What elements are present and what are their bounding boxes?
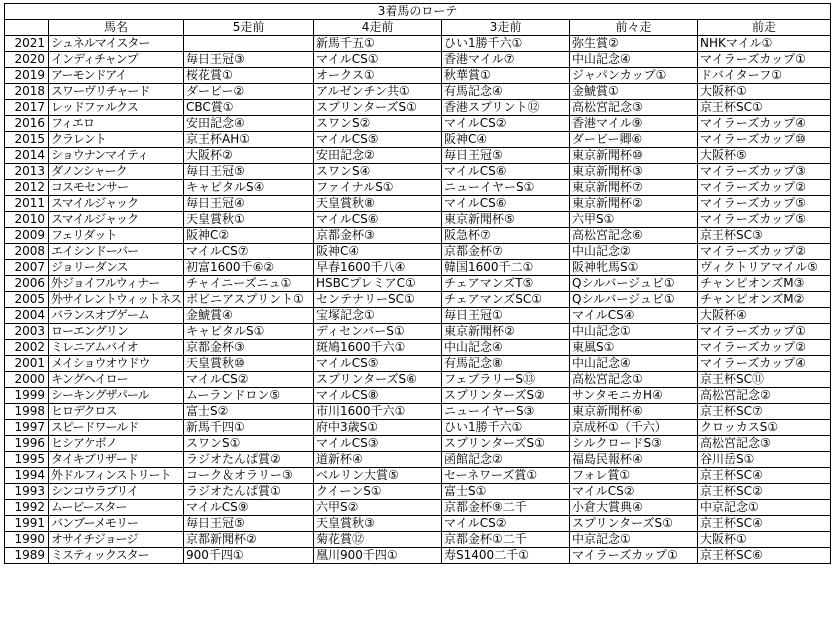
year-cell[interactable]: 2007 <box>5 260 49 276</box>
race-3rd-cell[interactable]: 韓国1600千二① <box>442 260 570 276</box>
race-5th-cell[interactable]: 毎日王冠③ <box>184 52 314 68</box>
race-5th-cell[interactable]: 新馬千四① <box>184 420 314 436</box>
race-2nd-cell[interactable]: 六甲S① <box>570 212 698 228</box>
table-row <box>5 84 831 100</box>
race-4th-cell[interactable]: マイルCS⑤ <box>314 132 442 148</box>
race-2nd-cell[interactable]: 中山記念④ <box>570 356 698 372</box>
header-row <box>5 20 831 36</box>
horse-name-cell[interactable]: シンコウラブリイ <box>49 484 184 500</box>
horse-name-cell[interactable]: スマイルジャック <box>49 212 184 228</box>
race-4th-cell[interactable]: 天皇賞秋③ <box>314 516 442 532</box>
race-5th-cell[interactable]: 安田記念④ <box>184 116 314 132</box>
race-3rd-cell[interactable]: 京都金杯⑨二千 <box>442 500 570 516</box>
year-cell[interactable]: 2009 <box>5 228 49 244</box>
table-row <box>5 500 831 516</box>
year-cell[interactable]: 2013 <box>5 164 49 180</box>
year-cell[interactable]: 2001 <box>5 356 49 372</box>
race-last-cell[interactable]: 京王杯SC① <box>698 100 831 116</box>
race-3rd-cell[interactable]: 有馬記念④ <box>442 84 570 100</box>
race-3rd-cell[interactable]: チェアマンズT⑤ <box>442 276 570 292</box>
table-row <box>5 548 831 564</box>
race-last-cell[interactable]: マイラーズカップ② <box>698 340 831 356</box>
race-last-cell[interactable]: 京王杯SC④ <box>698 516 831 532</box>
table-row <box>5 324 831 340</box>
race-5th-cell[interactable]: 富士S② <box>184 404 314 420</box>
race-last-cell[interactable]: NHKマイル① <box>698 36 831 52</box>
race-3rd-cell[interactable]: 毎日王冠① <box>442 308 570 324</box>
race-4th-cell[interactable]: ディセンバーS① <box>314 324 442 340</box>
race-last-cell[interactable]: 京王杯SC④ <box>698 468 831 484</box>
year-cell[interactable]: 2016 <box>5 116 49 132</box>
race-5th-cell[interactable]: マイルCS⑦ <box>184 244 314 260</box>
results-table <box>4 3 831 564</box>
race-last-cell[interactable]: 京王杯SC⑦ <box>698 404 831 420</box>
horse-name-cell[interactable]: フェリダット <box>49 228 184 244</box>
race-5th-cell[interactable]: 天皇賞秋① <box>184 212 314 228</box>
table-row <box>5 388 831 404</box>
race-last-cell[interactable]: マイラーズカップ⑩ <box>698 132 831 148</box>
year-cell[interactable]: 2018 <box>5 84 49 100</box>
horse-name-cell[interactable]: フィエロ <box>49 116 184 132</box>
table-row <box>5 212 831 228</box>
race-last-cell[interactable]: 中京記念① <box>698 500 831 516</box>
race-last-cell[interactable]: マイラーズカップ⑤ <box>698 212 831 228</box>
race-2nd-cell[interactable]: 福島民報杯④ <box>570 452 698 468</box>
race-3rd-cell[interactable]: 有馬記念⑧ <box>442 356 570 372</box>
race-last-cell[interactable]: マイラーズカップ④ <box>698 116 831 132</box>
race-5th-cell[interactable]: ダービー② <box>184 84 314 100</box>
year-cell[interactable]: 1994 <box>5 468 49 484</box>
table-row <box>5 484 831 500</box>
horse-name-cell[interactable]: シーキングザパール <box>49 388 184 404</box>
race-5th-cell[interactable]: 阪神C② <box>184 228 314 244</box>
year-cell[interactable]: 1997 <box>5 420 49 436</box>
horse-name-cell[interactable]: シュネルマイスター <box>49 36 184 52</box>
race-3rd-cell[interactable]: スプリンターズS① <box>442 436 570 452</box>
race-last-cell[interactable]: ヴィクトリアマイル⑤ <box>698 260 831 276</box>
race-last-cell[interactable]: 大阪杯① <box>698 532 831 548</box>
race-5th-cell[interactable]: キャピタルS④ <box>184 180 314 196</box>
race-last-cell[interactable]: 谷川岳S① <box>698 452 831 468</box>
race-3rd-cell[interactable]: チェアマンズSC① <box>442 292 570 308</box>
table-row <box>5 68 831 84</box>
race-3rd-cell[interactable]: マイルCS② <box>442 116 570 132</box>
race-4th-cell[interactable]: ファイナルS① <box>314 180 442 196</box>
race-2nd-cell[interactable]: Qシルバージュビ① <box>570 292 698 308</box>
header-2nd-prior: 前々走 <box>570 20 698 36</box>
year-cell[interactable]: 1990 <box>5 532 49 548</box>
race-2nd-cell[interactable]: 阪神牝馬S① <box>570 260 698 276</box>
table-row <box>5 180 831 196</box>
race-5th-cell[interactable]: スワンS① <box>184 436 314 452</box>
horse-name-cell[interactable]: コスモセンサー <box>49 180 184 196</box>
year-cell[interactable]: 2015 <box>5 132 49 148</box>
race-4th-cell[interactable]: HSBCプレミアC① <box>314 276 442 292</box>
race-5th-cell[interactable]: コーク＆オラリー③ <box>184 468 314 484</box>
race-3rd-cell[interactable]: マイルCS② <box>442 516 570 532</box>
table-row <box>5 100 831 116</box>
race-last-cell[interactable]: 高松宮記念② <box>698 388 831 404</box>
race-4th-cell[interactable]: スプリンターズS① <box>314 100 442 116</box>
table-row <box>5 420 831 436</box>
race-2nd-cell[interactable]: ダービー卿⑥ <box>570 132 698 148</box>
table-row <box>5 308 831 324</box>
horse-name-cell[interactable]: オサイチジョージ <box>49 532 184 548</box>
horse-name-cell[interactable]: スマイルジャック <box>49 196 184 212</box>
race-5th-cell[interactable]: 京都金杯③ <box>184 340 314 356</box>
race-4th-cell[interactable]: 凰川900千四① <box>314 548 442 564</box>
race-5th-cell[interactable]: 毎日王冠⑤ <box>184 164 314 180</box>
year-cell[interactable]: 2002 <box>5 340 49 356</box>
race-last-cell[interactable]: クロッカスS① <box>698 420 831 436</box>
race-5th-cell[interactable]: 毎日王冠⑤ <box>184 516 314 532</box>
horse-name-cell[interactable]: アーモンドアイ <box>49 68 184 84</box>
table-row <box>5 452 831 468</box>
year-cell[interactable]: 2019 <box>5 68 49 84</box>
race-2nd-cell[interactable]: 東京新聞杯⑦ <box>570 180 698 196</box>
race-last-cell[interactable]: 大阪杯⑤ <box>698 148 831 164</box>
race-2nd-cell[interactable]: 京成杯①（千六） <box>570 420 698 436</box>
race-4th-cell[interactable]: アルゼンチン共① <box>314 84 442 100</box>
race-last-cell[interactable]: マイラーズカップ④ <box>698 356 831 372</box>
race-2nd-cell[interactable]: スプリンターズS① <box>570 516 698 532</box>
race-3rd-cell[interactable]: 京都金杯①二千 <box>442 532 570 548</box>
year-cell[interactable]: 2004 <box>5 308 49 324</box>
race-3rd-cell[interactable]: 毎日王冠⑤ <box>442 148 570 164</box>
race-last-cell[interactable]: 京王杯SC② <box>698 484 831 500</box>
race-2nd-cell[interactable]: フォレ賞① <box>570 468 698 484</box>
year-cell[interactable]: 1995 <box>5 452 49 468</box>
race-4th-cell[interactable]: スワンS② <box>314 116 442 132</box>
race-5th-cell[interactable]: 初富1600千⑥② <box>184 260 314 276</box>
race-4th-cell[interactable]: 京都金杯③ <box>314 228 442 244</box>
table-row <box>5 532 831 548</box>
race-4th-cell[interactable]: 天皇賞秋⑧ <box>314 196 442 212</box>
race-2nd-cell[interactable]: マイラーズカップ① <box>570 548 698 564</box>
race-3rd-cell[interactable]: 寿S1400二千① <box>442 548 570 564</box>
table-row <box>5 292 831 308</box>
horse-name-cell[interactable]: バランスオブゲーム <box>49 308 184 324</box>
race-2nd-cell[interactable]: 金鯱賞① <box>570 84 698 100</box>
race-3rd-cell[interactable]: スプリンターズS② <box>442 388 570 404</box>
race-5th-cell[interactable]: ボビニアスプリント① <box>184 292 314 308</box>
horse-name-cell[interactable]: インディチャンプ <box>49 52 184 68</box>
race-last-cell[interactable]: ドバイターフ① <box>698 68 831 84</box>
race-2nd-cell[interactable]: シルクロードS③ <box>570 436 698 452</box>
horse-name-cell[interactable]: レッドファルクス <box>49 100 184 116</box>
table-row <box>5 228 831 244</box>
race-last-cell[interactable]: マイラーズカップ③ <box>698 164 831 180</box>
race-3rd-cell[interactable]: 中山記念④ <box>442 340 570 356</box>
year-cell[interactable]: 1989 <box>5 548 49 564</box>
header-prior: 前走 <box>698 20 831 36</box>
race-4th-cell[interactable]: 府中3歳S① <box>314 420 442 436</box>
race-last-cell[interactable]: マイラーズカップ② <box>698 180 831 196</box>
horse-name-cell[interactable]: ヒシアケボノ <box>49 436 184 452</box>
race-4th-cell[interactable]: マイルCS① <box>314 52 442 68</box>
year-cell[interactable]: 2011 <box>5 196 49 212</box>
table-row <box>5 132 831 148</box>
race-2nd-cell[interactable]: 東京新聞杯③ <box>570 164 698 180</box>
race-5th-cell[interactable]: マイルCS② <box>184 372 314 388</box>
horse-name-cell[interactable]: ダノンシャーク <box>49 164 184 180</box>
year-cell[interactable]: 1993 <box>5 484 49 500</box>
race-5th-cell[interactable]: ラジオたんぱ賞② <box>184 452 314 468</box>
table-row <box>5 468 831 484</box>
race-3rd-cell[interactable]: 京都金杯⑦ <box>442 244 570 260</box>
race-4th-cell[interactable]: マイルCS③ <box>314 436 442 452</box>
table-row <box>5 260 831 276</box>
year-cell[interactable]: 2021 <box>5 36 49 52</box>
race-5th-cell[interactable]: 桜花賞① <box>184 68 314 84</box>
table-row <box>5 164 831 180</box>
race-3rd-cell[interactable]: 富士S① <box>442 484 570 500</box>
race-5th-cell[interactable]: 毎日王冠④ <box>184 196 314 212</box>
race-4th-cell[interactable]: スワンS④ <box>314 164 442 180</box>
race-5th-cell[interactable]: 金鯱賞④ <box>184 308 314 324</box>
race-3rd-cell[interactable]: セーネワーズ賞① <box>442 468 570 484</box>
year-cell[interactable]: 2006 <box>5 276 49 292</box>
race-5th-cell[interactable]: 京王杯AH① <box>184 132 314 148</box>
race-last-cell[interactable]: マイラーズカップ① <box>698 324 831 340</box>
race-2nd-cell[interactable]: 高松宮記念③ <box>570 100 698 116</box>
race-2nd-cell[interactable]: ジャパンカップ① <box>570 68 698 84</box>
race-3rd-cell[interactable]: 香港マイル⑦ <box>442 52 570 68</box>
table-row <box>5 356 831 372</box>
race-4th-cell[interactable]: センテナリーSC① <box>314 292 442 308</box>
race-last-cell[interactable]: チャンピオンズM② <box>698 292 831 308</box>
year-cell[interactable]: 2014 <box>5 148 49 164</box>
table-row <box>5 36 831 52</box>
race-4th-cell[interactable]: 新馬千五① <box>314 36 442 52</box>
horse-name-cell[interactable]: タイキブリザード <box>49 452 184 468</box>
race-2nd-cell[interactable]: 東京新聞杯⑩ <box>570 148 698 164</box>
header-horse: 馬名 <box>49 20 184 36</box>
race-3rd-cell[interactable]: ニューイヤーS① <box>442 180 570 196</box>
race-5th-cell[interactable]: 900千四① <box>184 548 314 564</box>
race-3rd-cell[interactable]: 函館記念② <box>442 452 570 468</box>
race-4th-cell[interactable]: マイルCS⑤ <box>314 356 442 372</box>
race-4th-cell[interactable]: 早春1600千八④ <box>314 260 442 276</box>
race-5th-cell[interactable]: マイルCS⑨ <box>184 500 314 516</box>
table-row <box>5 516 831 532</box>
race-4th-cell[interactable]: 斑鳩1600千六① <box>314 340 442 356</box>
race-2nd-cell[interactable]: Qシルバージュビ① <box>570 276 698 292</box>
race-4th-cell[interactable]: マイルCS⑥ <box>314 212 442 228</box>
year-cell[interactable]: 2005 <box>5 292 49 308</box>
race-4th-cell[interactable]: 道新杯④ <box>314 452 442 468</box>
year-cell[interactable]: 2003 <box>5 324 49 340</box>
race-2nd-cell[interactable]: 高松宮記念① <box>570 372 698 388</box>
race-last-cell[interactable]: 大阪杯① <box>698 84 831 100</box>
horse-name-cell[interactable]: ムービースター <box>49 500 184 516</box>
horse-name-cell[interactable]: クラレント <box>49 132 184 148</box>
header-3rd-prior: 3走前 <box>442 20 570 36</box>
race-3rd-cell[interactable]: フェブラリーS⑬ <box>442 372 570 388</box>
horse-name-cell[interactable]: ジョリーダンス <box>49 260 184 276</box>
horse-name-cell[interactable]: スピードワールド <box>49 420 184 436</box>
horse-name-cell[interactable]: 外ジョイフルウィナー <box>49 276 184 292</box>
race-2nd-cell[interactable]: 中山記念④ <box>570 52 698 68</box>
race-4th-cell[interactable]: 六甲S② <box>314 500 442 516</box>
year-cell[interactable]: 2017 <box>5 100 49 116</box>
table-row <box>5 340 831 356</box>
race-5th-cell[interactable]: 京都新聞杯② <box>184 532 314 548</box>
race-5th-cell[interactable]: キャピタルS① <box>184 324 314 340</box>
race-4th-cell[interactable]: クイーンS① <box>314 484 442 500</box>
race-4th-cell[interactable]: ベルリン大賞⑤ <box>314 468 442 484</box>
year-cell[interactable]: 1992 <box>5 500 49 516</box>
race-last-cell[interactable]: マイラーズカップ⑤ <box>698 196 831 212</box>
race-3rd-cell[interactable]: ひい1勝千六① <box>442 36 570 52</box>
race-5th-cell[interactable]: 大阪杯② <box>184 148 314 164</box>
header-5th-prior: 5走前 <box>184 20 314 36</box>
table-row <box>5 148 831 164</box>
race-2nd-cell[interactable]: 東京新聞杯② <box>570 196 698 212</box>
race-last-cell[interactable]: 京王杯SC⑥ <box>698 548 831 564</box>
horse-name-cell[interactable]: エイシンドーバー <box>49 244 184 260</box>
horse-name-cell[interactable]: ミスティックスター <box>49 548 184 564</box>
horse-name-cell[interactable]: キングヘイロー <box>49 372 184 388</box>
race-2nd-cell[interactable]: 中山記念① <box>570 324 698 340</box>
table-row <box>5 404 831 420</box>
horse-name-cell[interactable]: ショウナンマイティ <box>49 148 184 164</box>
race-4th-cell[interactable]: 市川1600千六① <box>314 404 442 420</box>
race-3rd-cell[interactable]: ひい1勝千六① <box>442 420 570 436</box>
table-row <box>5 52 831 68</box>
race-2nd-cell[interactable]: 弥生賞② <box>570 36 698 52</box>
race-4th-cell[interactable]: 菊花賞⑫ <box>314 532 442 548</box>
horse-name-cell[interactable]: スワーヴリチャード <box>49 84 184 100</box>
race-2nd-cell[interactable]: マイルCS② <box>570 484 698 500</box>
race-2nd-cell[interactable]: 香港マイル⑨ <box>570 116 698 132</box>
race-3rd-cell[interactable]: 東京新聞杯② <box>442 324 570 340</box>
race-last-cell[interactable]: 京王杯SC⑪ <box>698 372 831 388</box>
race-3rd-cell[interactable]: 東京新聞杯⑤ <box>442 212 570 228</box>
race-last-cell[interactable]: 大阪杯④ <box>698 308 831 324</box>
year-cell[interactable]: 2020 <box>5 52 49 68</box>
race-4th-cell[interactable]: 阪神C④ <box>314 244 442 260</box>
race-2nd-cell[interactable]: マイルCS④ <box>570 308 698 324</box>
race-4th-cell[interactable]: 宝塚記念① <box>314 308 442 324</box>
sheet-title: 3着馬のローテ <box>5 4 831 20</box>
race-5th-cell[interactable]: チャイニーズニュ① <box>184 276 314 292</box>
race-5th-cell[interactable]: ラジオたんぱ賞① <box>184 484 314 500</box>
race-5th-cell[interactable]: ムーランドロン⑤ <box>184 388 314 404</box>
race-3rd-cell[interactable]: 阪神C④ <box>442 132 570 148</box>
race-5th-cell[interactable]: CBC賞① <box>184 100 314 116</box>
race-3rd-cell[interactable]: マイルCS⑥ <box>442 164 570 180</box>
race-3rd-cell[interactable]: 秋華賞① <box>442 68 570 84</box>
race-last-cell[interactable]: マイラーズカップ① <box>698 52 831 68</box>
title-row <box>5 4 831 20</box>
race-5th-cell[interactable] <box>184 36 314 52</box>
race-3rd-cell[interactable]: マイルCS⑥ <box>442 196 570 212</box>
race-2nd-cell[interactable]: 東風S① <box>570 340 698 356</box>
race-2nd-cell[interactable]: 高松宮記念⑥ <box>570 228 698 244</box>
race-2nd-cell[interactable]: 東京新聞杯⑥ <box>570 404 698 420</box>
year-cell[interactable]: 2000 <box>5 372 49 388</box>
race-last-cell[interactable]: マイラーズカップ② <box>698 244 831 260</box>
year-cell[interactable]: 1998 <box>5 404 49 420</box>
year-cell[interactable]: 1991 <box>5 516 49 532</box>
race-5th-cell[interactable]: 天皇賞秋⑩ <box>184 356 314 372</box>
table-row <box>5 372 831 388</box>
race-2nd-cell[interactable]: 小倉大賞典④ <box>570 500 698 516</box>
table-row <box>5 116 831 132</box>
race-2nd-cell[interactable]: 中京記念① <box>570 532 698 548</box>
table-row <box>5 436 831 452</box>
horse-name-cell[interactable]: メイショウオウドウ <box>49 356 184 372</box>
year-cell[interactable]: 1996 <box>5 436 49 452</box>
year-cell[interactable]: 2012 <box>5 180 49 196</box>
table-row <box>5 196 831 212</box>
race-4th-cell[interactable]: マイルCS⑧ <box>314 388 442 404</box>
race-3rd-cell[interactable]: ニューイヤーS③ <box>442 404 570 420</box>
header-4th-prior: 4走前 <box>314 20 442 36</box>
race-2nd-cell[interactable]: 中山記念② <box>570 244 698 260</box>
horse-name-cell[interactable]: 外ドルフィンストリート <box>49 468 184 484</box>
race-4th-cell[interactable]: スプリンターズS⑥ <box>314 372 442 388</box>
year-cell[interactable]: 2010 <box>5 212 49 228</box>
race-last-cell[interactable]: 高松宮記念③ <box>698 436 831 452</box>
table-row <box>5 276 831 292</box>
horse-name-cell[interactable]: ローエングリン <box>49 324 184 340</box>
horse-name-cell[interactable]: バンブーメモリー <box>49 516 184 532</box>
table-row <box>5 244 831 260</box>
horse-name-cell[interactable]: 外サイレントウィットネス <box>49 292 184 308</box>
race-3rd-cell[interactable]: 阪急杯⑦ <box>442 228 570 244</box>
horse-name-cell[interactable]: ヒロデクロス <box>49 404 184 420</box>
header-year <box>5 20 49 36</box>
race-last-cell[interactable]: チャンピオンズM③ <box>698 276 831 292</box>
race-3rd-cell[interactable]: 香港スプリント⑫ <box>442 100 570 116</box>
race-2nd-cell[interactable]: サンタモニカH④ <box>570 388 698 404</box>
horse-name-cell[interactable]: ミレニアムバイオ <box>49 340 184 356</box>
year-cell[interactable]: 2008 <box>5 244 49 260</box>
race-last-cell[interactable]: 京王杯SC③ <box>698 228 831 244</box>
race-4th-cell[interactable]: 安田記念② <box>314 148 442 164</box>
year-cell[interactable]: 1999 <box>5 388 49 404</box>
race-4th-cell[interactable]: オークス① <box>314 68 442 84</box>
